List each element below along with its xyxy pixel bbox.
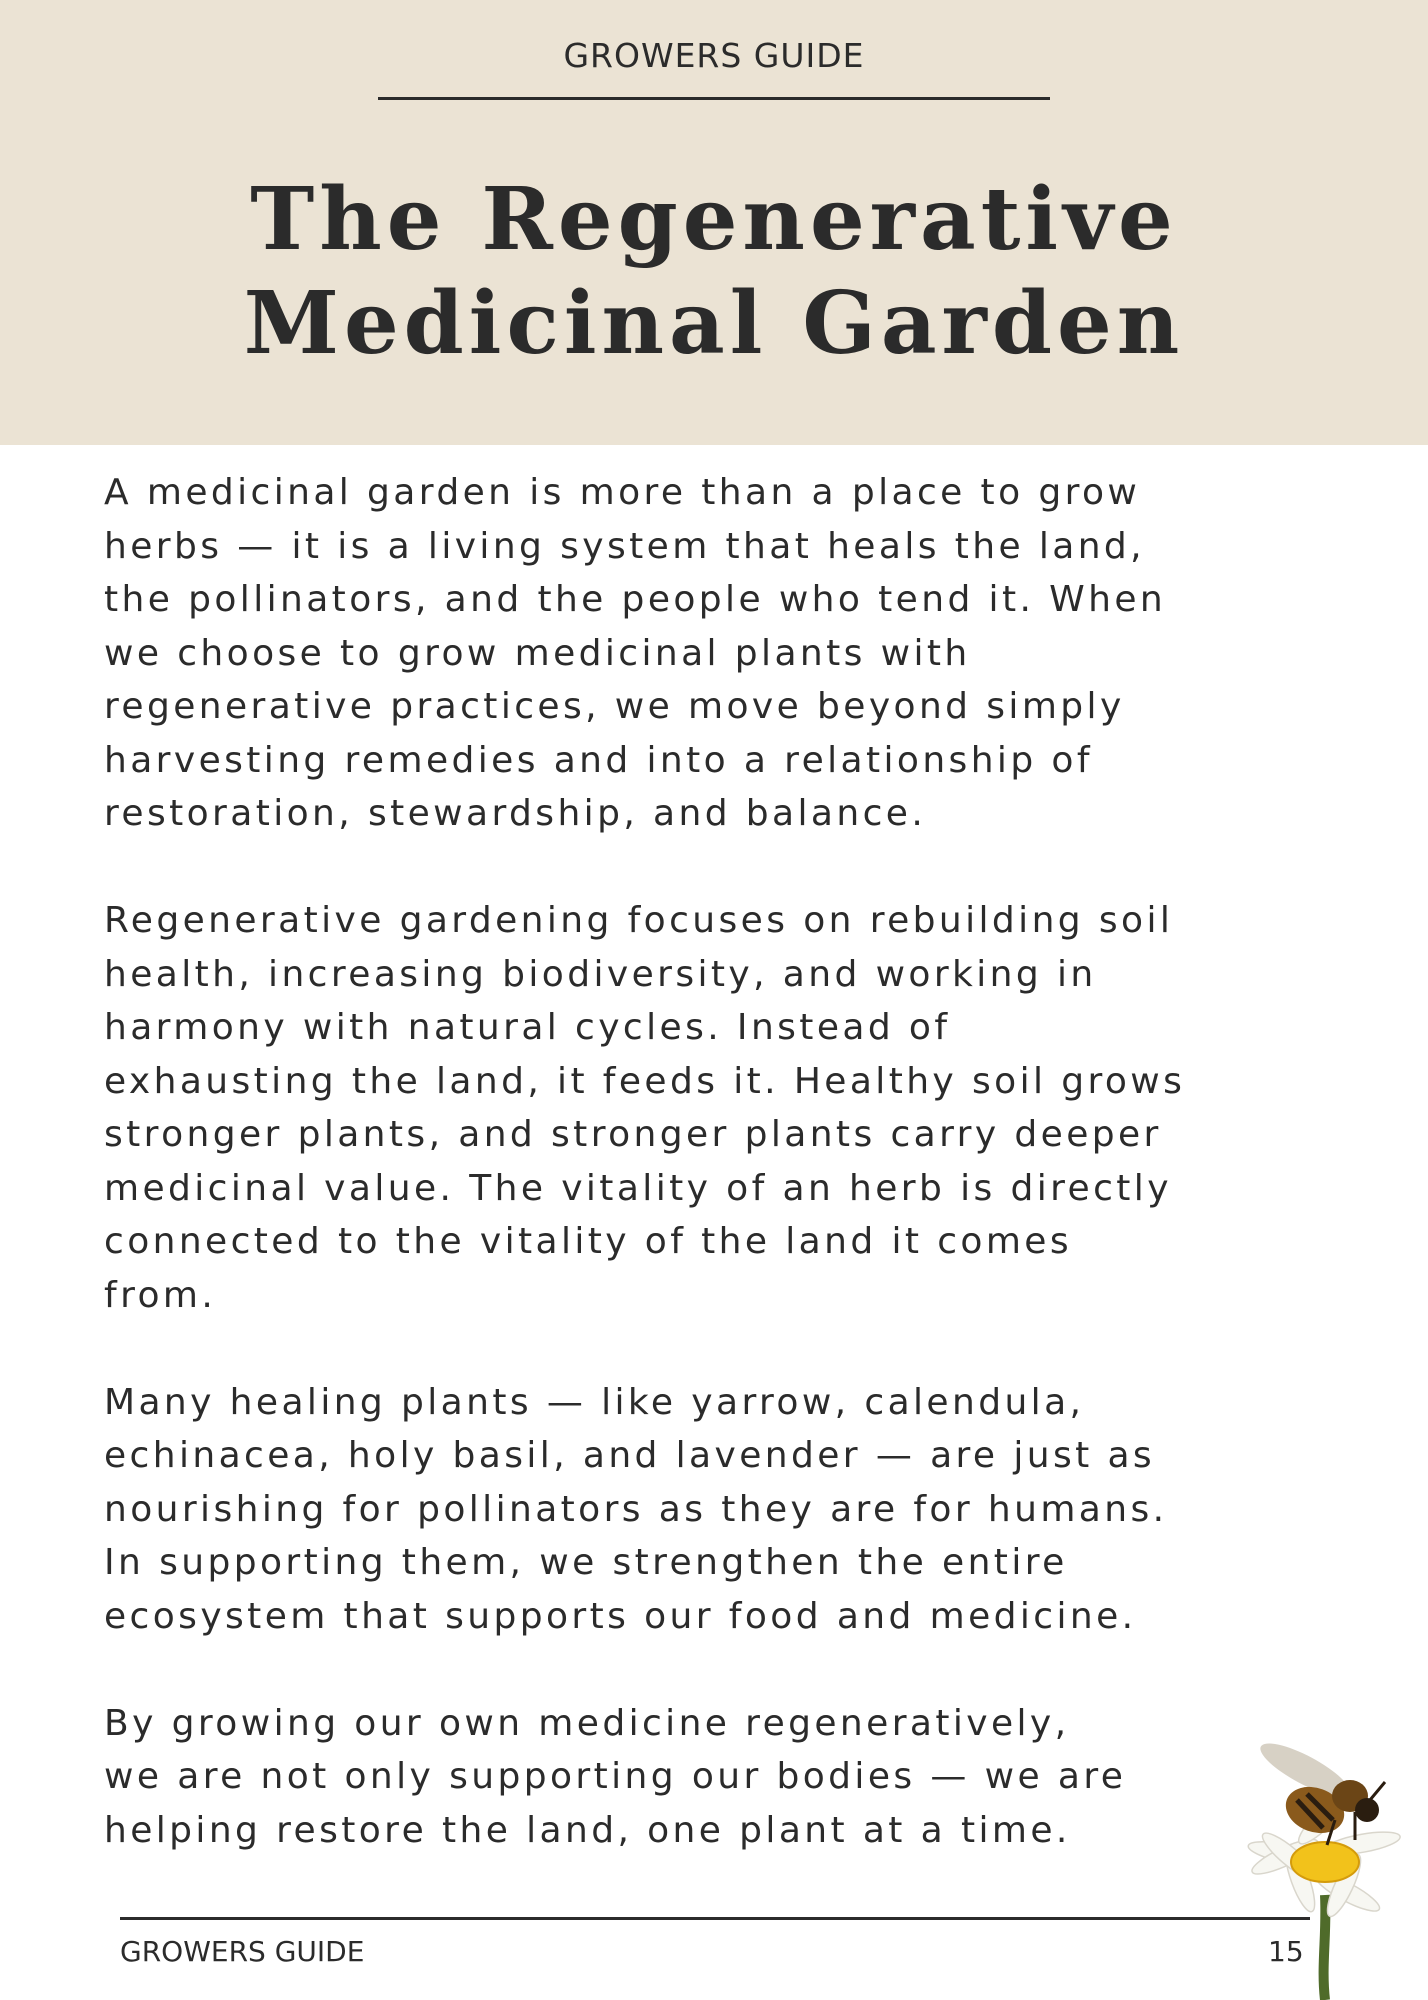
text-line: herbs — it is a living system that heals the land, — [104, 525, 1146, 567]
flower-stem — [1324, 1895, 1326, 2000]
text-line: helping restore the land, one plant at a time. — [104, 1809, 1071, 1851]
text-line: connected to the vitality of the land it comes — [104, 1221, 1072, 1262]
text-line: stronger plants, and stronger plants carry deeper — [104, 1114, 1162, 1155]
text-line: health, increasing biodiversity, and working in — [104, 953, 1097, 995]
text-line: Many healing plants — like yarrow, calendula, — [104, 1381, 1085, 1423]
text-line: By growing our own medicine regeneratively, — [104, 1702, 1070, 1744]
paragraph-1 — [104, 466, 1344, 841]
article-body — [104, 466, 1344, 1857]
text-line: A medicinal garden is more than a place to grow — [104, 472, 1141, 513]
page-title — [0, 168, 1428, 376]
text-line: restoration, stewardship, and balance. — [104, 793, 927, 834]
bee-on-daisy-icon — [1215, 1700, 1428, 2000]
bee — [1254, 1734, 1385, 1845]
text-line: exhausting the land, it feeds it. Healthy soil grows — [104, 1060, 1186, 1102]
text-line: In supporting them, we strengthen the entire — [104, 1542, 1068, 1583]
text-line: ecosystem that supports our food and medicine. — [104, 1595, 1137, 1637]
page-number: 15 — [1268, 1935, 1304, 1968]
text-line: the pollinators, and the people who tend it. When — [104, 579, 1167, 620]
text-line: from. — [104, 1274, 217, 1316]
text-line: regenerative practices, we move beyond simply — [104, 686, 1125, 727]
page-title-line-2: Medicinal Garden — [243, 273, 1185, 374]
daisy-center — [1291, 1842, 1359, 1882]
text-line: harmony with natural cycles. Instead of — [104, 1007, 951, 1048]
paragraph-3 — [104, 1376, 1344, 1644]
text-line: we are not only supporting our bodies — we are — [104, 1756, 1127, 1797]
footer-running-title: GROWERS GUIDE — [120, 1935, 365, 1968]
text-line: we choose to grow medicinal plants with — [104, 632, 971, 674]
text-line: harvesting remedies and into a relationship of — [104, 739, 1093, 781]
page-title-line-1: The Regenerative — [250, 169, 1178, 270]
paragraph-4 — [104, 1697, 1344, 1858]
text-line: nourishing for pollinators as they are for humans. — [104, 1488, 1168, 1530]
paragraph-2 — [104, 894, 1344, 1322]
text-line: medicinal value. The vitality of an herb is directly — [104, 1167, 1172, 1209]
text-line: Regenerative gardening focuses on rebuilding soil — [104, 900, 1174, 941]
footer-divider — [120, 1917, 1310, 1920]
header-running-title: GROWERS GUIDE — [563, 36, 865, 75]
header-divider — [378, 97, 1050, 100]
text-line: echinacea, holy basil, and lavender — are just as — [104, 1435, 1156, 1476]
header-band — [0, 0, 1428, 445]
